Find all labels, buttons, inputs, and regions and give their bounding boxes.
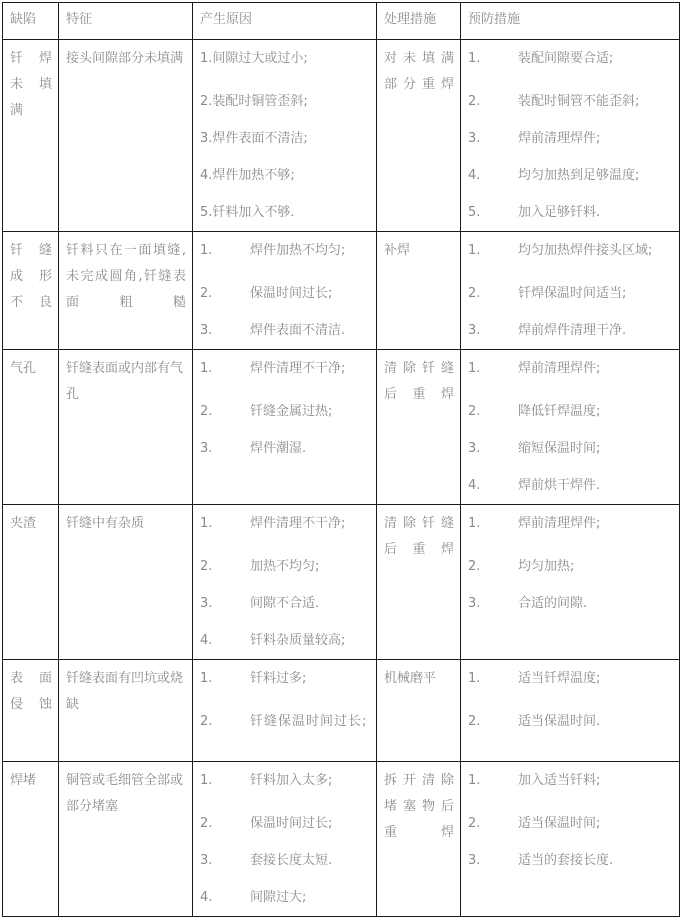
prevention-list — [468, 232, 679, 349]
feature-cell: 接头间隙部分未填满 — [59, 40, 193, 232]
causes-list — [200, 350, 376, 467]
prevention-cell — [461, 40, 680, 232]
prevention-list — [468, 40, 679, 231]
treatment-cell: 清 除 钎 缝 后重焊 — [377, 505, 461, 660]
table-row — [3, 40, 680, 232]
list-item: 3. 间隙不合适. — [200, 596, 320, 611]
defect-cell: 表 面 侵蚀 — [3, 660, 59, 762]
list-item: 2. 钎焊保温时间适当; — [468, 286, 627, 301]
defect-cell: 夹渣 — [3, 505, 59, 660]
prevention-cell — [461, 232, 680, 350]
header-causes: 产生原因 — [193, 3, 377, 40]
list-item: 2. 装配时铜管歪斜; — [200, 94, 308, 109]
list-item: 3. 焊前焊件清理干净. — [468, 323, 627, 338]
table-row — [3, 762, 680, 917]
causes-list — [200, 505, 376, 659]
list-item: 1. 焊件加热不均匀; — [200, 243, 346, 258]
list-item: 2. 适当保温时间. — [468, 714, 601, 729]
list-item: 4. 钎料杂质量较高; — [200, 633, 346, 648]
list-item: 3. 焊件表面不清洁. — [200, 323, 346, 338]
prevention-cell — [461, 350, 680, 505]
header-defect: 缺陷 — [3, 3, 59, 40]
list-item: 1. 钎料加入太多; — [200, 773, 333, 788]
treatment-cell: 补焊 — [377, 232, 461, 350]
causes-cell — [193, 350, 377, 505]
causes-cell — [193, 660, 377, 762]
causes-cell — [193, 40, 377, 232]
prevention-list — [468, 505, 679, 622]
list-item: 3. 缩短保温时间; — [468, 441, 601, 456]
list-item: 3. 适当的套接长度. — [468, 853, 614, 868]
feature-cell: 铜管或毛细管全部或部分堵塞 — [59, 762, 193, 917]
causes-cell — [193, 505, 377, 660]
list-item: 4. 焊前烘干焊件. — [468, 478, 601, 493]
causes-list — [200, 40, 376, 231]
list-item: 4. 均匀加热到足够温度; — [468, 168, 640, 183]
feature-cell: 钎缝中有杂质 — [59, 505, 193, 660]
list-item: 2. 钎缝金属过热; — [200, 404, 333, 419]
treatment-cell: 拆 开 清 除 堵 塞 物 后 重焊 — [377, 762, 461, 917]
list-item: 2. 钎缝保温时间过长; — [200, 714, 368, 729]
list-item: 2. 均匀加热; — [468, 559, 575, 574]
list-item: 5. 加入足够钎料. — [468, 205, 601, 220]
header-treatment: 处理措施 — [377, 3, 461, 40]
brazing-defects-table — [2, 2, 680, 917]
list-item: 3. 合适的间隙. — [468, 596, 588, 611]
causes-cell — [193, 762, 377, 917]
defect-cell: 气孔 — [3, 350, 59, 505]
prevention-cell — [461, 505, 680, 660]
list-item: 1. 钎料过多; — [200, 671, 307, 686]
header-feature: 特征 — [59, 3, 193, 40]
list-item: 1. 焊件清理不干净; — [200, 516, 346, 531]
treatment-cell: 清 除 钎 缝 后重焊 — [377, 350, 461, 505]
defect-cell: 焊堵 — [3, 762, 59, 917]
list-item: 4. 间隙过大; — [200, 890, 307, 905]
table-row — [3, 350, 680, 505]
treatment-cell: 对 未 填 满 部分重焊 — [377, 40, 461, 232]
feature-cell: 钎料只在一面填缝,未完成圆角,钎缝表面粗糙 — [59, 232, 193, 350]
list-item: 2. 保温时间过长; — [200, 286, 333, 301]
table-row — [3, 660, 680, 762]
list-item: 1. 间隙过大或过小; — [200, 51, 308, 66]
table-row — [3, 505, 680, 660]
treatment-cell: 机械磨平 — [377, 660, 461, 762]
header-row — [3, 3, 680, 40]
list-item: 1. 适当钎焊温度; — [468, 671, 601, 686]
prevention-list — [468, 660, 679, 740]
list-item: 2. 降低钎焊温度; — [468, 404, 601, 419]
list-item: 2. 加热不均匀; — [200, 559, 320, 574]
list-item: 3. 焊件表面不清洁; — [200, 131, 308, 146]
defect-cell: 钎 焊 未 填 满 — [3, 40, 59, 232]
table-row — [3, 232, 680, 350]
prevention-cell — [461, 762, 680, 917]
list-item: 3. 套接长度太短. — [200, 853, 333, 868]
list-item: 1. 均匀加热焊件接头区域; — [468, 243, 653, 258]
list-item: 1. 加入适当钎料; — [468, 773, 601, 788]
list-item: 3. 焊件潮湿. — [200, 441, 307, 456]
list-item: 2. 装配时铜管不能歪斜; — [468, 94, 640, 109]
list-item: 1. 焊前清理焊件; — [468, 516, 601, 531]
list-item: 1. 装配间隙要合适; — [468, 51, 614, 66]
causes-list — [200, 660, 376, 740]
list-item: 1. 焊件清理不干净; — [200, 361, 346, 376]
feature-cell: 钎缝表面或内部有气孔 — [59, 350, 193, 505]
causes-cell — [193, 232, 377, 350]
causes-list — [200, 232, 376, 349]
list-item: 1. 焊前清理焊件; — [468, 361, 601, 376]
causes-list — [200, 762, 376, 916]
list-item: 5. 钎料加入不够. — [200, 205, 295, 220]
list-item: 3. 焊前清理焊件; — [468, 131, 601, 146]
feature-cell: 钎缝表面有凹坑或烧缺 — [59, 660, 193, 762]
list-item: 2. 保温时间过长; — [200, 816, 333, 831]
prevention-cell — [461, 660, 680, 762]
header-prevention: 预防措施 — [461, 3, 680, 40]
prevention-list — [468, 762, 679, 879]
defect-cell: 钎 缝 成 形 不良 — [3, 232, 59, 350]
list-item: 2. 适当保温时间; — [468, 816, 601, 831]
list-item: 4. 焊件加热不够; — [200, 168, 295, 183]
prevention-list — [468, 350, 679, 504]
